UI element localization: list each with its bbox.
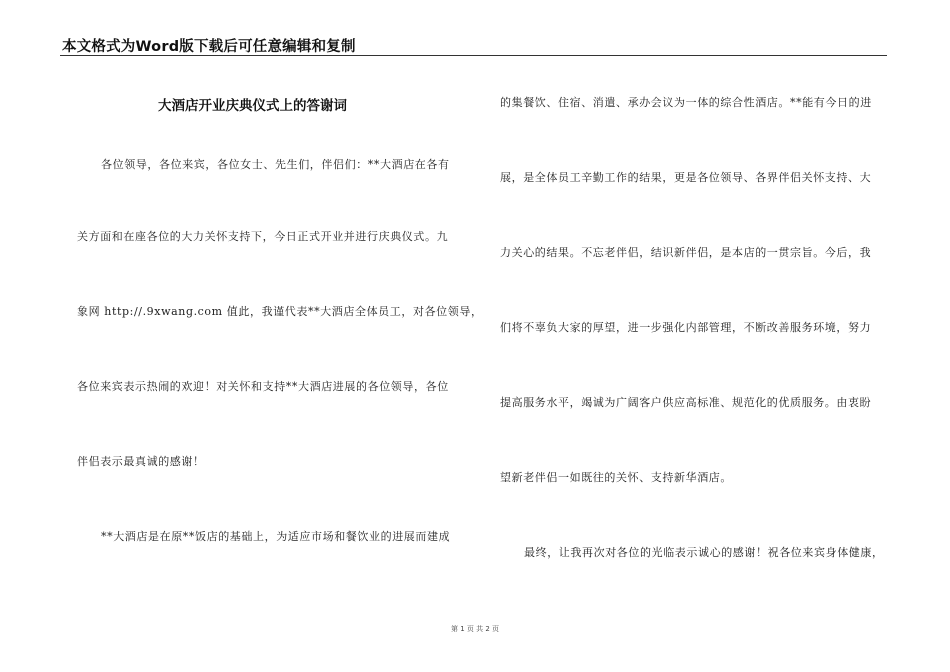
document-title: 大酒店开业庆典仪式上的答谢词 bbox=[158, 98, 347, 114]
left-line-1: 各位领导，各位来宾，各位女士、先生们，伴侣们：**大酒店在各有 bbox=[101, 158, 450, 171]
left-line-6: **大酒店是在原**饭店的基础上，为适应市场和餐饮业的进展而建成 bbox=[101, 530, 451, 543]
left-line-3: 象网 http://.9xwang.com 值此，我谨代表**大酒店全体员工，对各位领导， bbox=[77, 305, 483, 318]
right-line-5: 提高服务水平，竭诚为广阔客户供应高标准、规范化的优质服务。由衷盼 bbox=[500, 396, 872, 409]
left-line-4: 各位来宾表示热闹的欢迎！对关怀和支持**大酒店进展的各位领导，各位 bbox=[77, 380, 449, 393]
right-line-3: 力关心的结果。不忘老伴侣，结识新伴侣，是本店的一贯宗旨。今后，我 bbox=[500, 246, 872, 259]
left-line-5: 伴侣表示最真诚的感谢！ bbox=[77, 455, 205, 468]
left-line-2: 关方面和在座各位的大力关怀支持下，今日正式开业并进行庆典仪式。九 bbox=[77, 230, 449, 243]
right-line-7: 最终，让我再次对各位的光临表示诚心的感谢！祝各位来宾身体健康， bbox=[524, 546, 884, 559]
right-line-4: 们将不辜负大家的厚望，进一步强化内部管理，不断改善服务环境，努力 bbox=[500, 321, 872, 334]
right-line-6: 望新老伴侣一如既往的关怀、支持新华酒店。 bbox=[500, 471, 732, 484]
right-line-1: 的集餐饮、住宿、消遣、承办会议为一体的综合性酒店。**能有今日的进 bbox=[500, 96, 872, 109]
header-divider bbox=[60, 55, 887, 56]
page-number: 第 1 页 共 2 页 bbox=[450, 625, 500, 633]
right-line-2: 展，是全体员工辛勤工作的结果，更是各位领导、各界伴侣关怀支持、大 bbox=[500, 171, 872, 184]
document-header: 本文格式为Word版下载后可任意编辑和复制 bbox=[62, 39, 356, 55]
